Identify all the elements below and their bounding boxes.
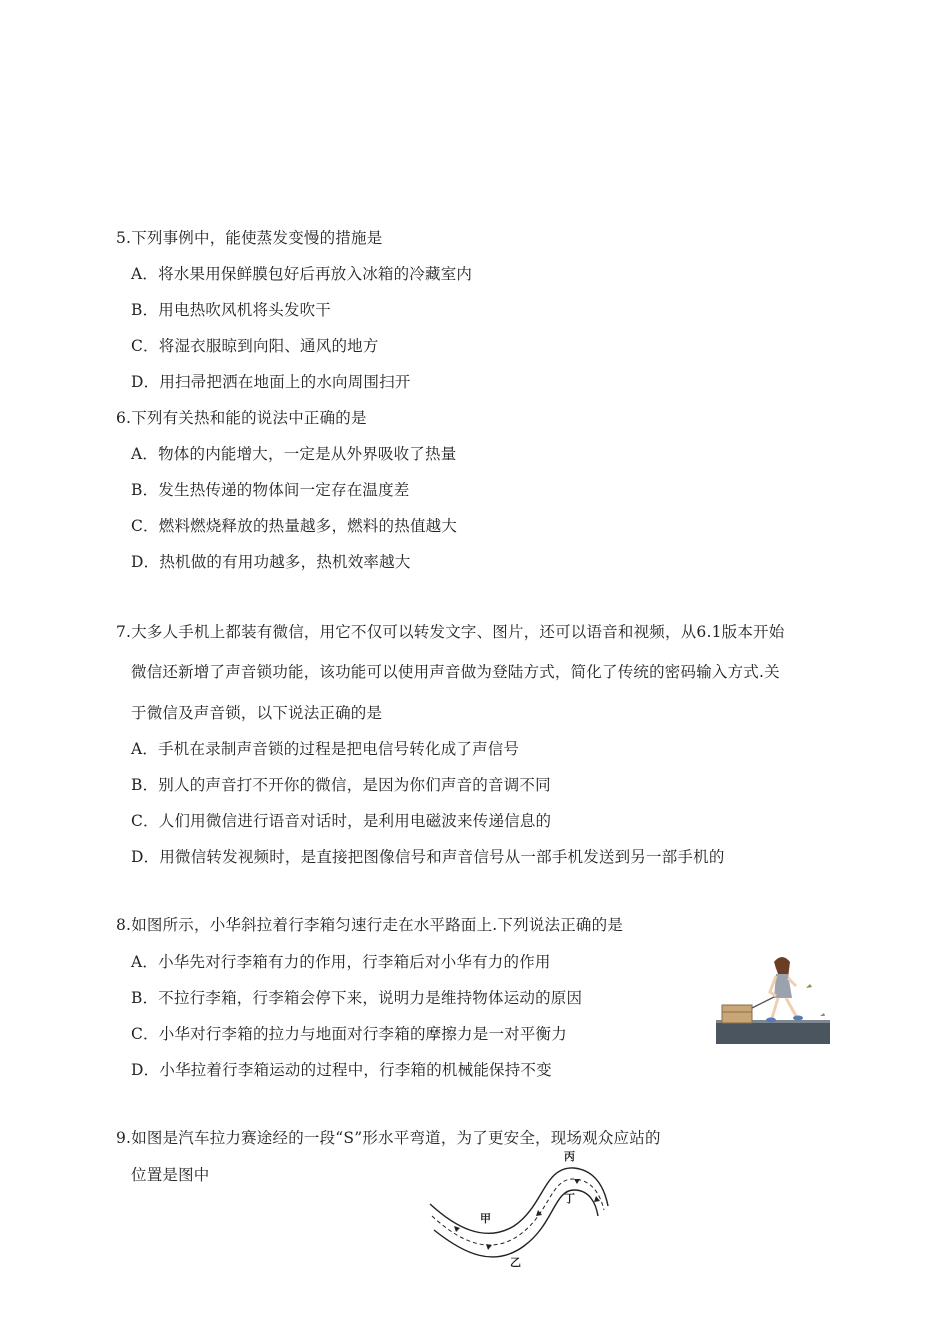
question-8-option-b: B．不拉行李箱，行李箱会停下来，说明力是维持物体运动的原因	[131, 989, 583, 1007]
question-5-stem: 5.下列事例中，能使蒸发变慢的措施是	[116, 229, 383, 247]
question-8-option-a: A．小华先对行李箱有力的作用，行李箱后对小华有力的作用	[131, 953, 551, 971]
question-5-option-b: B．用电热吹风机将头发吹干	[131, 301, 331, 319]
question-7-option-d: D．用微信转发视频时，是直接把图像信号和声音信号从一部手机发送到另一部手机的	[131, 848, 725, 866]
question-6-option-a: A．物体的内能增大，一定是从外界吸收了热量	[131, 445, 457, 463]
road-label-yi: 乙	[510, 1256, 521, 1269]
question-6-option-d: D．热机做的有用功越多，热机效率越大	[131, 553, 411, 571]
question-7-stem-line-2: 微信还新增了声音锁功能，该功能可以使用声音做为登陆方式，简化了传统的密码输入方式.关	[131, 663, 780, 681]
s-curve-road-figure	[424, 1146, 614, 1270]
question-5-option-a: A．将水果用保鲜膜包好后再放入冰箱的冷藏室内	[131, 265, 473, 283]
road-label-ding: 丁	[564, 1192, 575, 1205]
question-5-option-c: C．将湿衣服晾到向阳、通风的地方	[131, 337, 379, 355]
question-8-option-d: D．小华拉着行李箱运动的过程中，行李箱的机械能保持不变	[131, 1061, 552, 1079]
question-9-stem-line-2: 位置是图中	[131, 1166, 210, 1184]
question-7-stem: 7.大多人手机上都装有微信，用它不仅可以转发文字、图片，还可以语音和视频，从6.1版本开始	[116, 623, 785, 641]
question-6-stem: 6.下列有关热和能的说法中正确的是	[116, 409, 367, 427]
question-8-option-c: C．小华对行李箱的拉力与地面对行李箱的摩擦力是一对平衡力	[131, 1025, 567, 1043]
road-label-jia: 甲	[480, 1212, 491, 1225]
question-6-option-b: B．发生热传递的物体间一定存在温度差	[131, 481, 410, 499]
question-7-option-a: A．手机在录制声音锁的过程是把电信号转化成了声信号	[131, 740, 520, 758]
question-7-option-b: B．别人的声音打不开你的微信，是因为你们声音的音调不同	[131, 776, 551, 794]
girl-pulling-luggage-figure	[716, 952, 830, 1044]
question-6-option-c: C．燃料燃烧释放的热量越多，燃料的热值越大	[131, 517, 458, 535]
question-5-option-d: D．用扫帚把洒在地面上的水向周围扫开	[131, 373, 411, 391]
question-9-stem: 9.如图是汽车拉力赛途经的一段“S”形水平弯道，为了更安全，现场观众应站的	[116, 1129, 661, 1147]
luggage-box	[722, 1005, 752, 1023]
road-surface	[716, 1022, 830, 1044]
road-label-bing: 丙	[564, 1150, 575, 1163]
question-7-stem-line-3: 于微信及声音锁，以下说法正确的是	[131, 704, 383, 722]
question-7-option-c: C．人们用微信进行语音对话时，是利用电磁波来传递信息的	[131, 812, 552, 830]
question-8-stem: 8.如图所示，小华斜拉着行李箱匀速行走在水平路面上.下列说法正确的是	[116, 916, 624, 934]
